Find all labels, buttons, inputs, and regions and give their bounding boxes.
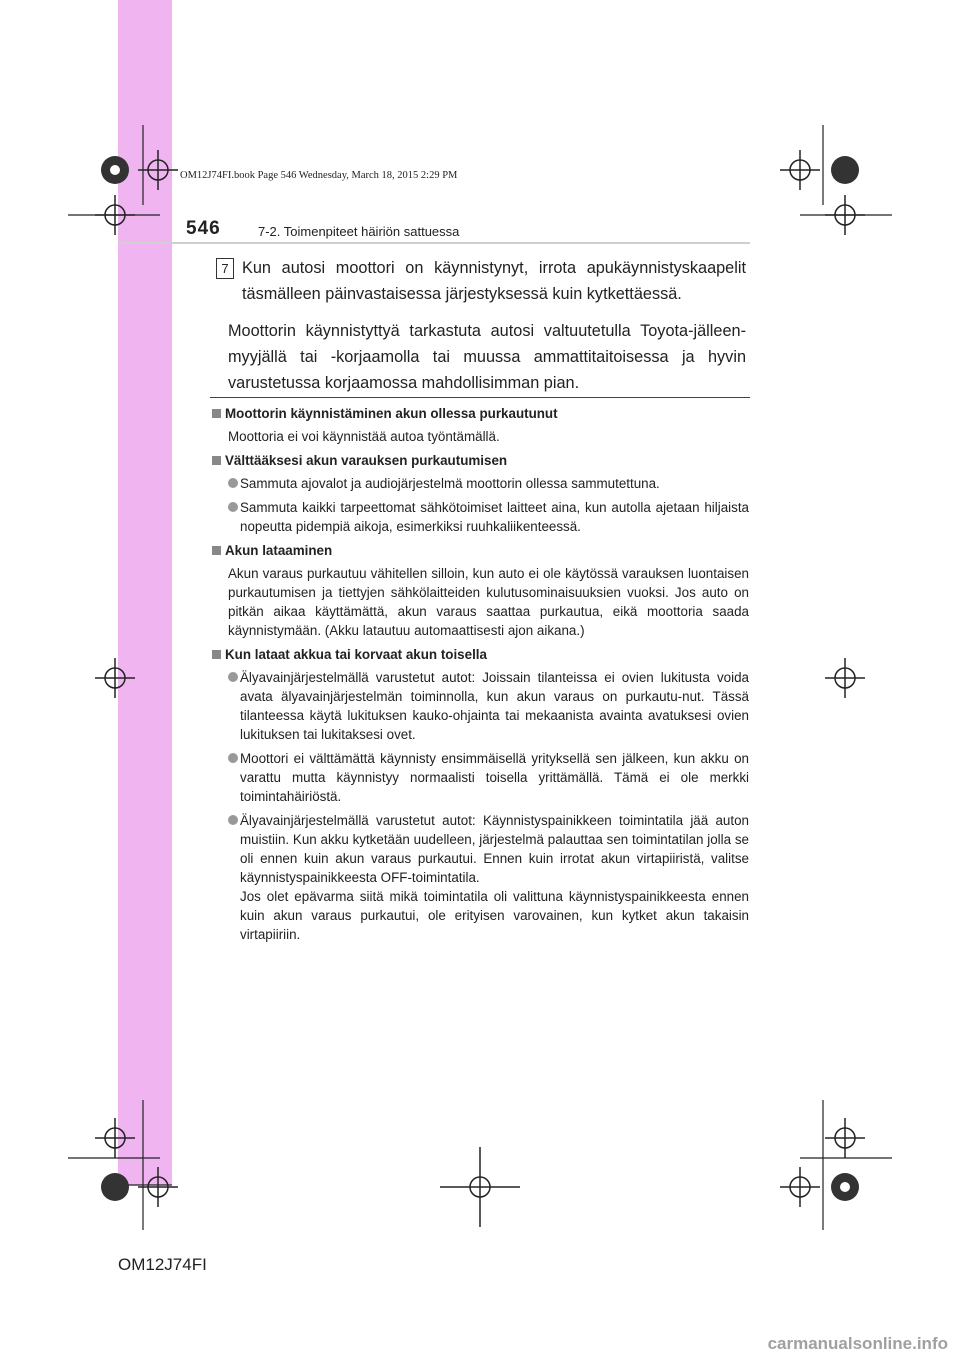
- note-heading: Välttääksesi akun varauksen purkautumisen: [212, 451, 749, 470]
- watermark: carmanualsonline.info: [767, 1334, 948, 1353]
- round-bullet-icon: [228, 753, 238, 763]
- round-bullet-icon: [228, 672, 238, 682]
- square-bullet-icon: [212, 650, 221, 659]
- section-title: 7-2. Toimenpiteet häiriön sattuessa: [258, 224, 460, 239]
- note-heading: Kun lataat akkua tai korvaat akun toisella: [212, 645, 749, 664]
- manual-code: OM12J74FI: [118, 1255, 207, 1274]
- note-text: Moottoria ei voi käynnistää autoa työntämällä.: [228, 429, 500, 444]
- note-heading: Moottorin käynnistäminen akun ollessa purkautunut: [212, 404, 749, 423]
- round-bullet-icon: [228, 502, 238, 512]
- note-heading: Akun lataaminen: [212, 541, 749, 560]
- round-bullet-icon: [228, 478, 238, 488]
- round-bullet-icon: [228, 815, 238, 825]
- notes-divider: [210, 397, 750, 398]
- note-text: Akun varaus purkautuu vähitellen silloin, kun auto ei ole käytössä varauksen luontaisen purkautumisen ja tiettyjen sähkölaitteiden kulutusominaisuuksien vuoksi. Jos auto on pitkän aikaa käyttämättä, akun varaus saattaa purkautua, eikä moottoria saada käynnistymään. (Akku latautuu automaattisesti ajon aikana.): [228, 566, 749, 638]
- step-followup-text: Moottorin käynnistyttyä tarkastuta autosi valtuutetulla Toyota-jälleen-myyjällä tai -korjaamolla tai muussa ammattitaitoisessa ja hyvin varustetussa korjaamossa mahdollisimman pian.: [228, 322, 746, 392]
- notes-section: [212, 404, 749, 949]
- page-number: 546: [186, 218, 221, 239]
- note-bullet: Älyavainjärjestelmällä varustetut autot: Joissain tilanteissa ei ovien lukitusta voida avata älyavainjärjestelmän toiminnolla, kun akun varaus on purkautu-nut. Tässä tilanteessa käytä lukituksen kauko-ohjainta tai mekaanista avainta avatuksesi ovien lukituksen tai lukitaksesi ovet.: [228, 668, 749, 744]
- print-job-tag: OM12J74FI.book Page 546 Wednesday, March 18, 2015 2:29 PM: [180, 170, 458, 181]
- note-bullet: Sammuta kaikki tarpeettomat sähkötoimiset laitteet aina, kun autolla ajetaan hiljaista nopeutta pidempiä aikoja, esimerkiksi ruuhkaliikenteessä.: [228, 498, 749, 536]
- note-bullet: Älyavainjärjestelmällä varustetut autot: Käynnistyspainikkeen toimintatila jää auton muistiin. Kun akku kytketään uudelleen, järjestelmä palauttaa sen toimintatilan jolla se oli ennen kuin akun varaus purkautui. Ennen kuin irrotat akun virtapiiristä, valitse käynnistyspainikkeesta OFF-toimintatila. Jos olet epävarma siitä mikä toimintatila oli valittuna käynnistyspainikkeesta ennen kuin akun varaus purkautui, ole erityisen varovainen, kun kytket akun takaisin virtapiiriin.: [228, 811, 749, 944]
- note-bullet: Moottori ei välttämättä käynnisty ensimmäisellä yrityksellä sen jälkeen, kun akku on varattu mutta käynnistyy normaalisti toisella yrittämällä. Tämä ei ole merkki toimintahäiriöstä.: [228, 749, 749, 806]
- note-bullet: Sammuta ajovalot ja audiojärjestelmä moottorin ollessa sammutettuna.: [228, 474, 749, 493]
- square-bullet-icon: [212, 409, 221, 418]
- square-bullet-icon: [212, 546, 221, 555]
- square-bullet-icon: [212, 456, 221, 465]
- step-number-box: 7: [216, 258, 234, 279]
- step-text: Kun autosi moottori on käynnistynyt, irrota apukäynnistyskaapelit täsmälleen päinvastaisessa järjestyksessä kuin kytkettäessä.: [242, 259, 746, 303]
